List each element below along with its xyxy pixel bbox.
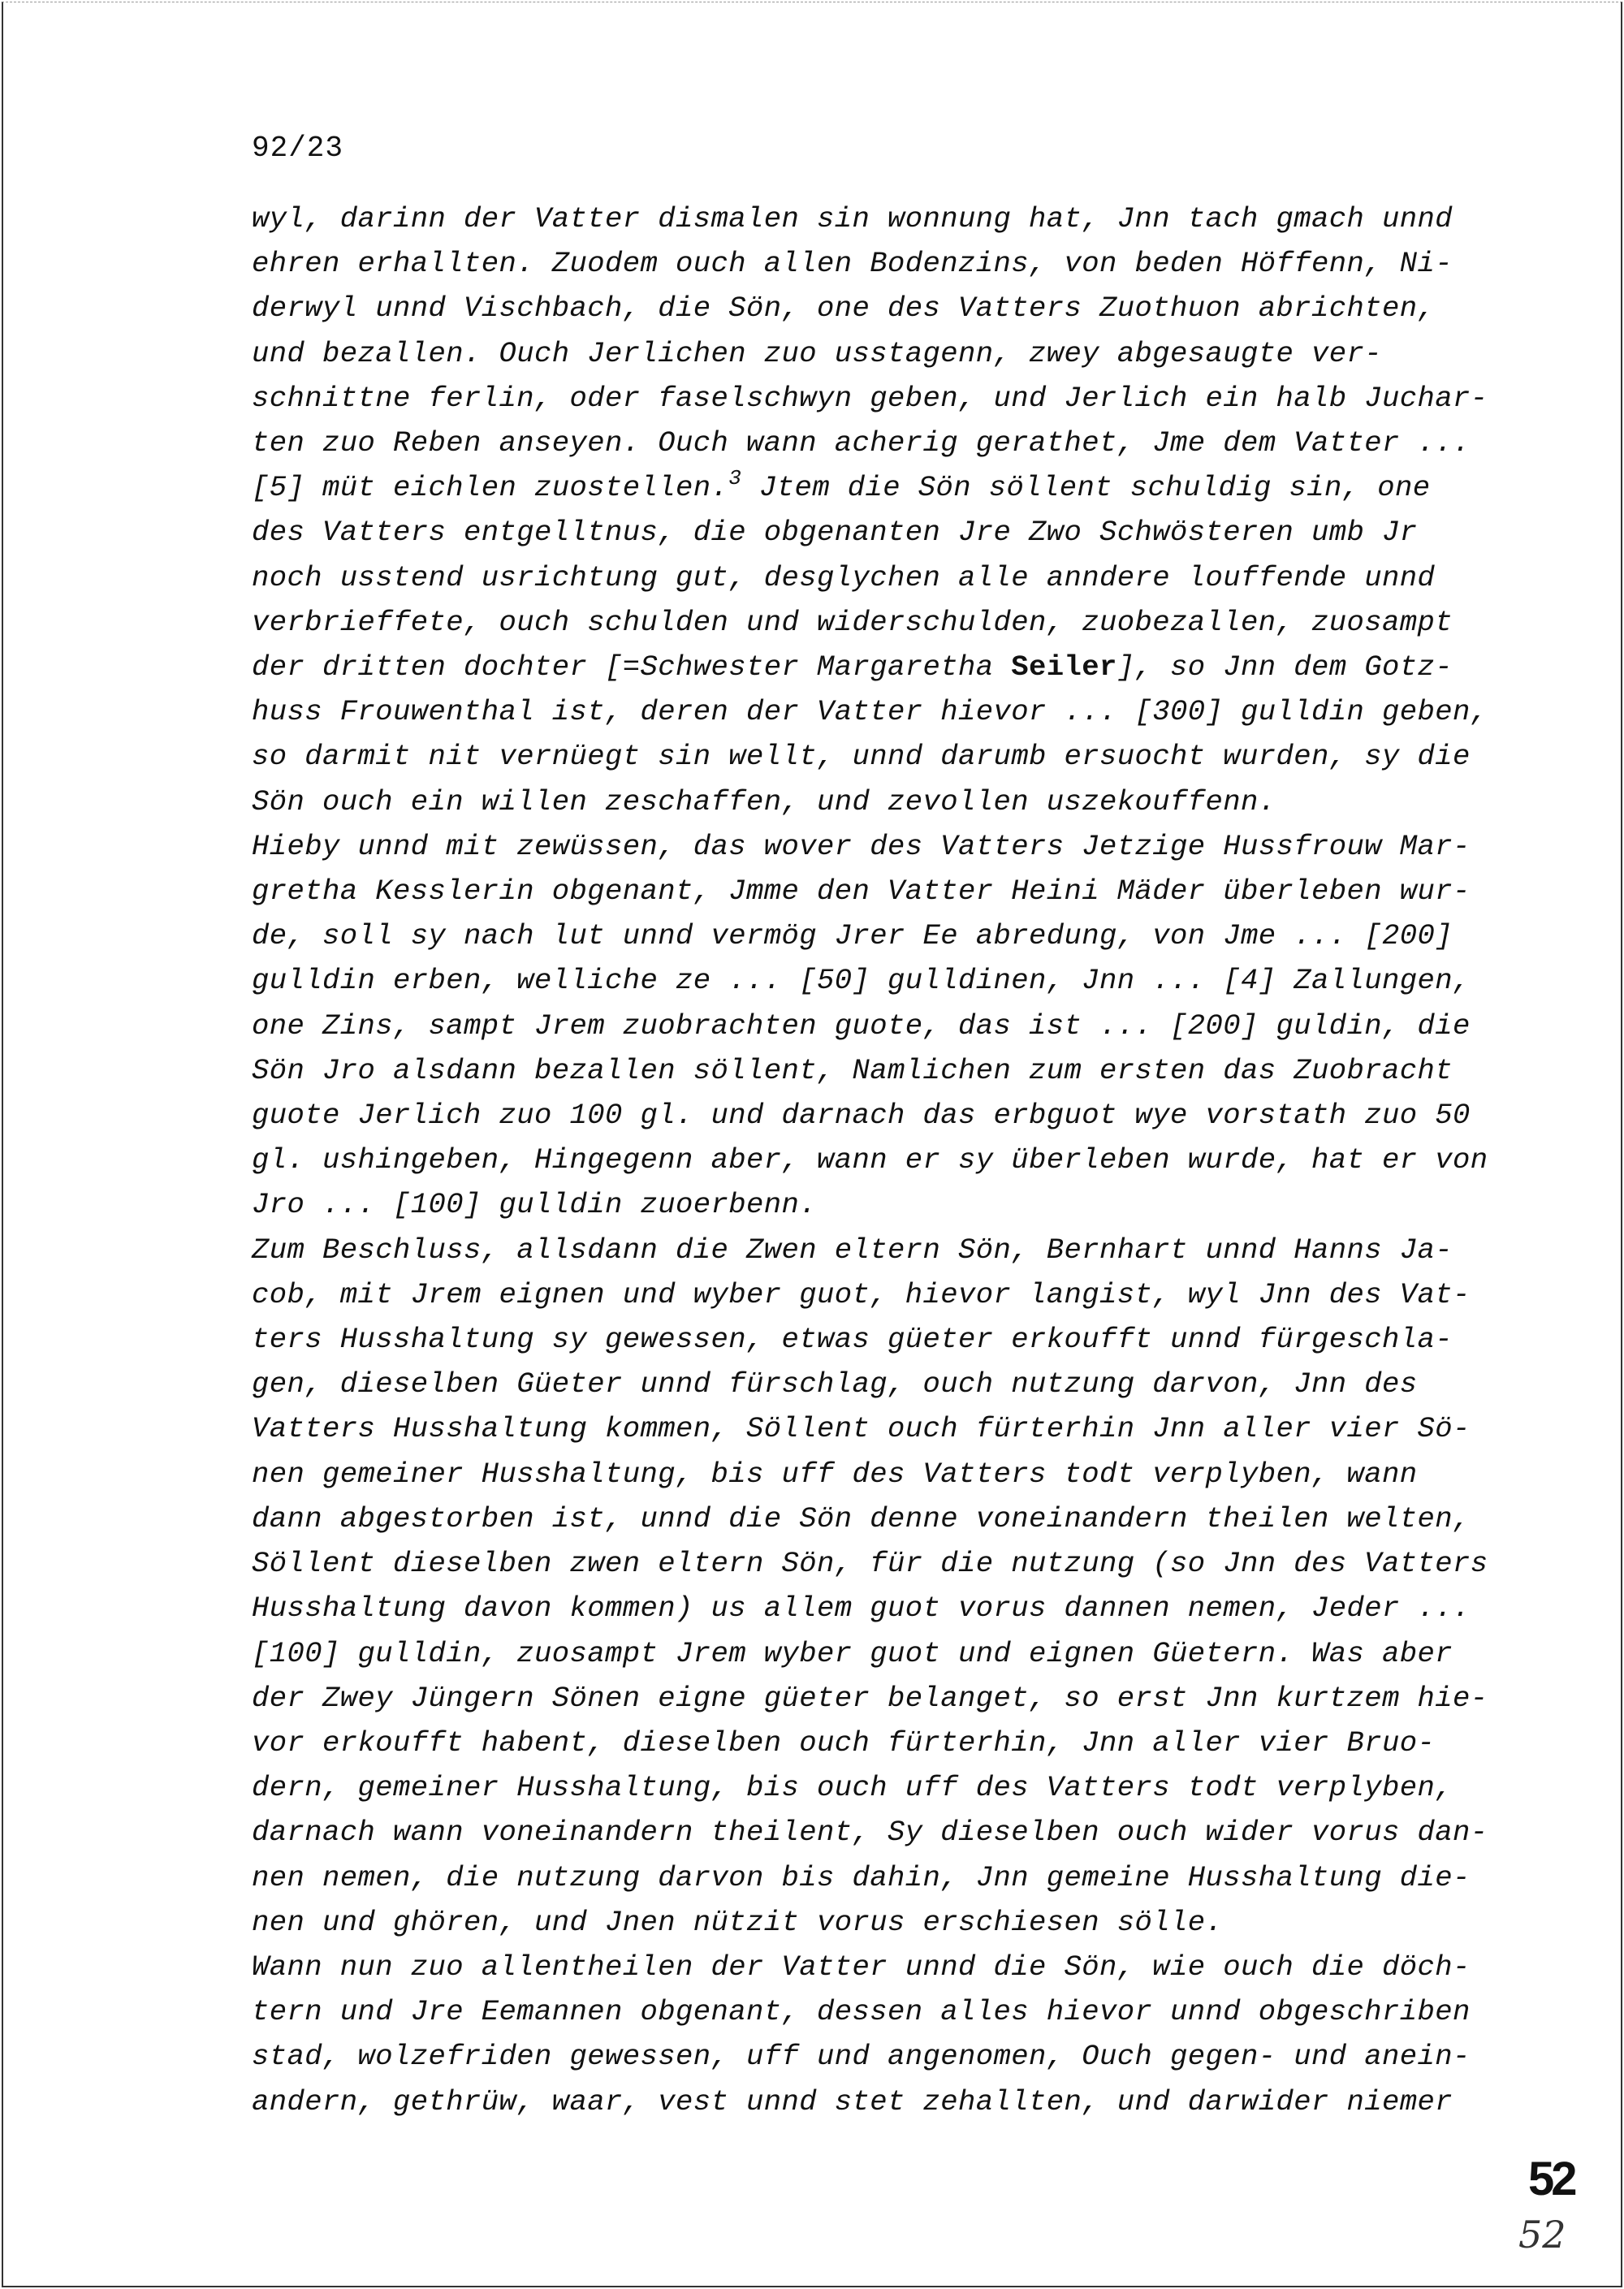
page-reference: 92/23 bbox=[252, 132, 344, 165]
surname-seiler: Seiler bbox=[1011, 650, 1117, 685]
text-line-35: vor erkoufft habent, dieselben ouch fürterhin, Jnn aller vier Bruo- bbox=[252, 1725, 1436, 1760]
text-line-37: darnach wann voneinandern theilent, Sy dieselben ouch wider vorus dan- bbox=[252, 1816, 1488, 1850]
text-line-17: de, soll sy nach lut unnd vermög Jrer Ee abredung, von Jme ... [200] bbox=[252, 919, 1453, 953]
text-line-30: dann abgestorben ist, unnd die Sön denne voneinandern theilen welten, bbox=[252, 1501, 1471, 1535]
text-line-10: verbrieffete, ouch schulden und widerschulden, zuobezallen, zuosampt bbox=[252, 605, 1453, 639]
text-line-6: ten zuo Reben anseyen. Ouch wann acherig gerathet, Jme dem Vatter ... bbox=[252, 426, 1471, 460]
text-line-41: tern und Jre Eemannen obgenant, dessen alles hievor unnd obgeschriben bbox=[252, 1995, 1471, 2029]
text-line-18: gulldin erben, welliche ze ... [50] gulldinen, Jnn ... [4] Zallungen, bbox=[252, 964, 1471, 998]
text-line-25: cob, mit Jrem eignen und wyber guot, hievor langist, wyl Jnn des Vat- bbox=[252, 1277, 1471, 1311]
text-line-27: gen, dieselben Güeter unnd fürschlag, ouch nutzung darvon, Jnn des bbox=[252, 1367, 1418, 1401]
text-line-14: Sön ouch ein willen zeschaffen, und zevollen uszekouffenn. bbox=[252, 784, 1276, 818]
text-line-11 bbox=[252, 645, 1518, 689]
text-line-23: Jro ... [100] gulldin zuoerbenn. bbox=[252, 1188, 818, 1222]
text-line-8: des Vatters entgelltnus, die obgenanten Jre Zwo Schwösteren umb Jr bbox=[252, 516, 1418, 550]
stamped-page-number: 52 bbox=[1528, 2153, 1574, 2205]
text-line-15: Hieby unnd mit zewüssen, das wover des Vatters Jetzige Hussfrouw Mar- bbox=[252, 829, 1471, 863]
text-line-5: schnittne ferlin, oder faselschwyn geben, und Jerlich ein halb Juchar- bbox=[252, 381, 1488, 415]
text-line-1: wyl, darinn der Vatter dismalen sin wonnung hat, Jnn tach gmach unnd bbox=[252, 202, 1453, 235]
text-line-11-end: ], so Jnn dem Gotz- bbox=[1116, 650, 1453, 685]
text-line-3: derwyl unnd Vischbach, die Sön, one des Vatters Zuothuon abrichten, bbox=[252, 292, 1436, 326]
text-line-11-start: der dritten dochter [=Schwester Margaretha bbox=[252, 650, 1012, 685]
footnote-marker: 3 bbox=[728, 466, 742, 491]
text-line-16: gretha Kesslerin obgenant, Jmme den Vatter Heini Mäder überleben wur- bbox=[252, 875, 1471, 909]
text-line-20: Sön Jro alsdann bezallen söllent, Namlichen zum ersten das Zuobracht bbox=[252, 1053, 1453, 1087]
text-line-33: [100] gulldin, zuosampt Jrem wyber guot und eignen Güetern. Was aber bbox=[252, 1636, 1453, 1670]
text-line-43: andern, gethrüw, waar, vest unnd stet zehallten, und darwider niemer bbox=[252, 2084, 1453, 2118]
handwritten-page-number: 52 bbox=[1518, 2213, 1566, 2257]
document-body bbox=[252, 197, 1518, 2124]
text-line-4: und bezallen. Ouch Jerlichen zuo usstagenn, zwey abgesaugte ver- bbox=[252, 336, 1383, 370]
text-line-13: so darmit nit vernüegt sin wellt, unnd darumb ersuocht wurden, sy die bbox=[252, 740, 1471, 774]
text-line-34: der Zwey Jüngern Sönen eigne güeter belanget, so erst Jnn kurtzem hie- bbox=[252, 1681, 1488, 1715]
text-line-42: stad, wolzefriden gewessen, uff und angenomen, Ouch gegen- und anein- bbox=[252, 2040, 1471, 2074]
text-line-26: ters Husshaltung sy gewessen, etwas güeter erkoufft unnd fürgeschla- bbox=[252, 1323, 1453, 1357]
text-line-7-end: Jtem die Sön söllent schuldig sin, one bbox=[741, 471, 1431, 505]
text-line-31: Söllent dieselben zwen eltern Sön, für die nutzung (so Jnn des Vatters bbox=[252, 1547, 1488, 1581]
text-line-28: Vatters Husshaltung kommen, Söllent ouch fürterhin Jnn aller vier Sö- bbox=[252, 1412, 1471, 1446]
text-line-12: huss Frouwenthal ist, deren der Vatter hievor ... [300] gulldin geben, bbox=[252, 695, 1488, 729]
text-line-38: nen nemen, die nutzung darvon bis dahin, Jnn gemeine Husshaltung die- bbox=[252, 1860, 1471, 1894]
text-line-39: nen und ghören, und Jnen nützit vorus erschiesen sölle. bbox=[252, 1905, 1224, 1939]
text-line-32: Husshaltung davon kommen) us allem guot vorus dannen nemen, Jeder ... bbox=[252, 1592, 1471, 1626]
text-line-9: noch usstend usrichtung gut, desglychen alle anndere louffende unnd bbox=[252, 560, 1436, 594]
text-line-21: guote Jerlich zuo 100 gl. und darnach das erbguot wye vorstath zuo 50 bbox=[252, 1099, 1471, 1133]
text-line-40: Wann nun zuo allentheilen der Vatter unnd die Sön, wie ouch die döch- bbox=[252, 1950, 1471, 1984]
text-line-2: ehren erhallten. Zuodem ouch allen Bodenzins, von beden Höffenn, Ni- bbox=[252, 247, 1453, 281]
text-line-22: gl. ushingeben, Hingegenn aber, wann er sy überleben wurde, hat er von bbox=[252, 1143, 1488, 1177]
text-line-29: nen gemeiner Husshaltung, bis uff des Vatters todt verplyben, wann bbox=[252, 1457, 1418, 1491]
text-line-36: dern, gemeiner Husshaltung, bis ouch uff des Vatters todt verplyben, bbox=[252, 1771, 1453, 1805]
text-line-7-start: [5] müt eichlen zuostellen. bbox=[252, 471, 729, 505]
text-line-7 bbox=[252, 465, 1518, 510]
text-line-24: Zum Beschluss, allsdann die Zwen eltern Sön, Bernhart unnd Hanns Ja- bbox=[252, 1233, 1453, 1267]
text-line-19: one Zins, sampt Jrem zuobrachten guote, das ist ... [200] guldin, die bbox=[252, 1008, 1471, 1043]
